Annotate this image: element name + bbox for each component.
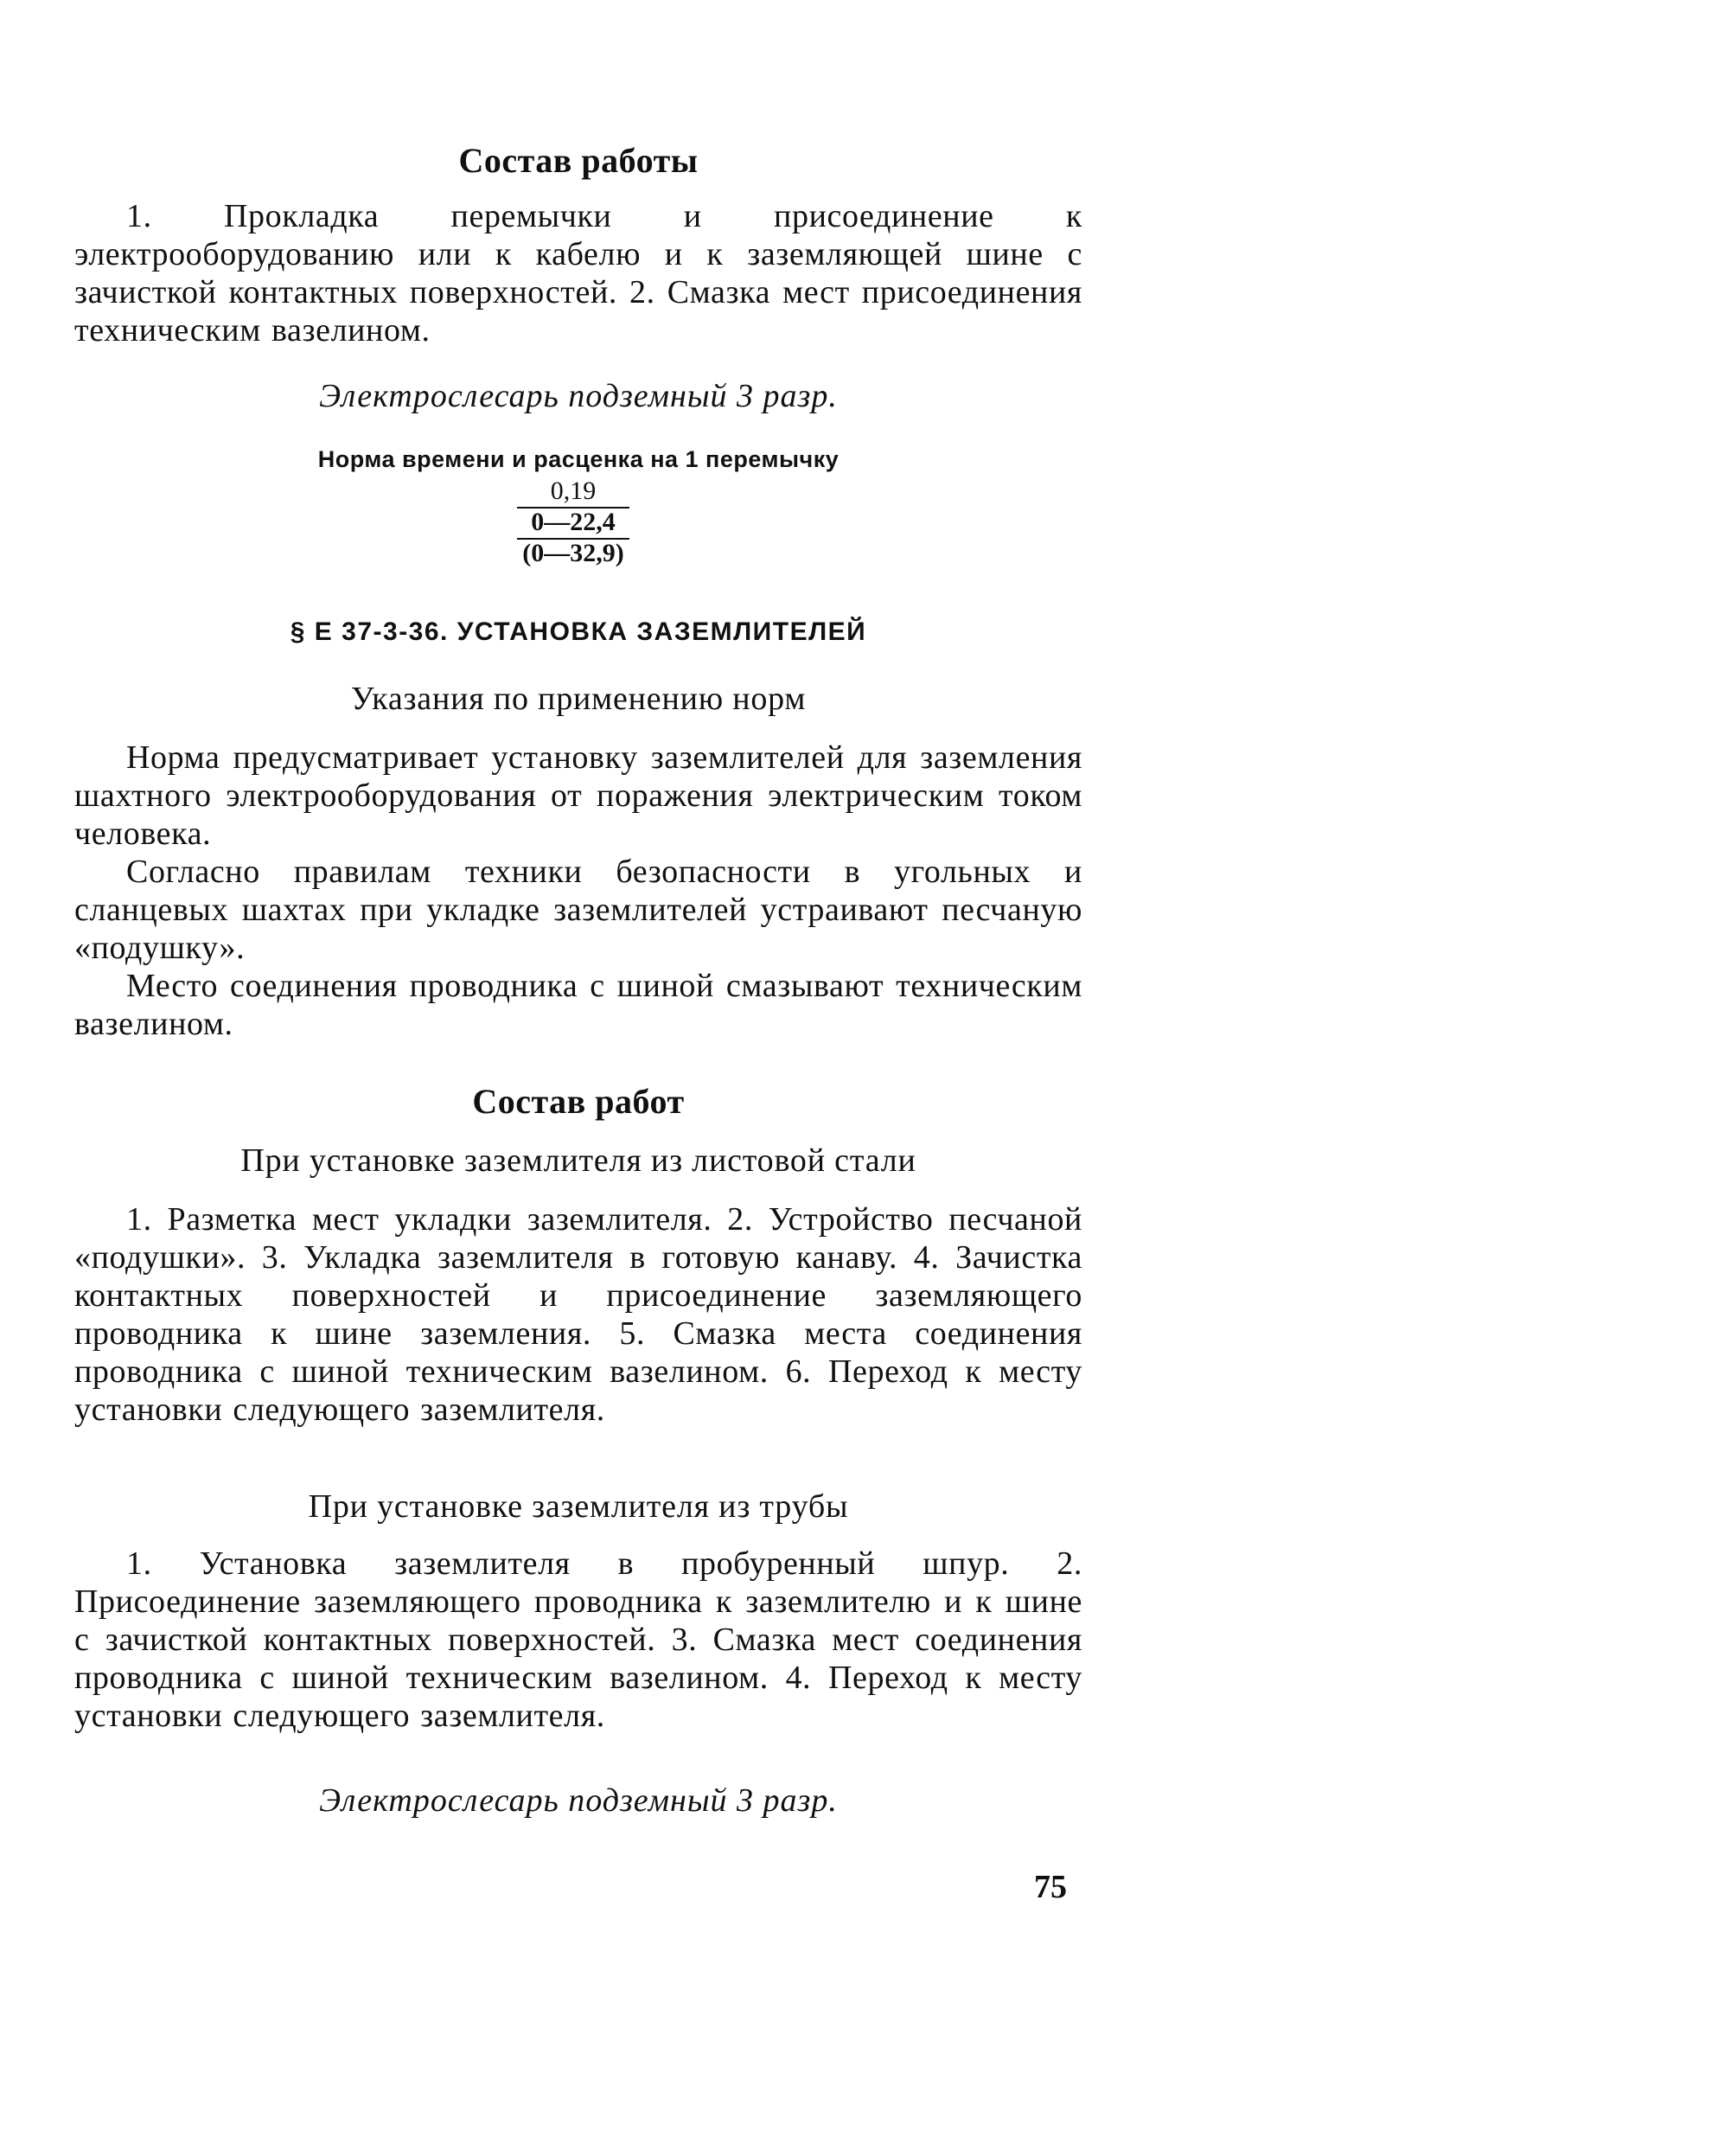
guidelines-text	[74, 739, 1082, 1043]
work-heading: Состав работ	[472, 1082, 685, 1121]
section-title: § Е 37-3-36. УСТАНОВКА ЗАЗЕМЛИТЕЛЕЙ	[290, 617, 867, 646]
guidelines-paragraph: Норма предусматривает установку заземлителей для заземления шахтного электрооборудования от поражения электрическим током человека.	[74, 739, 1082, 852]
norm-caption: Норма времени и расценка на 1 перемычку	[317, 446, 840, 472]
pipe-work-text: 1. Установка заземлителя в пробуренный шпур. 2. Присоединение заземляющего проводника к заземлителю и к шине с зачисткой контактных поверхностей. 3. Смазка мест соединения проводника с шиной техническим вазелином. 4. Переход к месту установки следующего заземлителя.	[74, 1545, 1082, 1734]
pipe-subheading: При установке заземлителя из трубы	[308, 1488, 849, 1525]
work-composition-text: 1. Прокладка перемычки и присоединение к электрооборудованию или к кабелю и к заземляющей шине с зачисткой контактных поверхностей. 2. Смазка мест присоединения техническим вазелином.	[74, 198, 1082, 349]
guidelines-paragraph: Согласно правилам техники безопасности в угольных и сланцевых шахтах при укладке заземлителей устраивают песчаную «подушку».	[74, 854, 1082, 966]
page-number: 75	[1034, 1869, 1067, 1905]
guidelines-paragraph: Место соединения проводника с шиной смазывают техническим вазелином.	[74, 968, 1082, 1042]
guidelines-heading: Указания по применению норм	[350, 681, 807, 717]
work-composition-heading: Состав работы	[458, 141, 699, 180]
worker-grade-bottom: Электрослесарь подземный 3 разр.	[319, 1782, 838, 1819]
worker-grade-top: Электрослесарь подземный 3 разр.	[319, 378, 838, 414]
sheet-steel-work-text: 1. Разметка мест укладки заземлителя. 2. Устройство песчаной «подушки». 3. Укладка заземлителя в готовую канаву. 4. Зачистка контактных поверхностей и присоединение заземляющего проводника к шине заземления. 5. Смазка места соединения проводника с шиной техническим вазелином. 6. Переход к месту установки следующего заземлителя.	[74, 1201, 1082, 1428]
norm-time-value: 0,19	[517, 477, 629, 509]
norm-rate-alt-value: (0—32,9)	[522, 539, 624, 567]
norm-rate-value: 0—22,4	[517, 509, 629, 540]
sheet-steel-subheading: При установке заземлителя из листовой стали	[240, 1142, 916, 1179]
norm-fraction	[517, 477, 629, 567]
